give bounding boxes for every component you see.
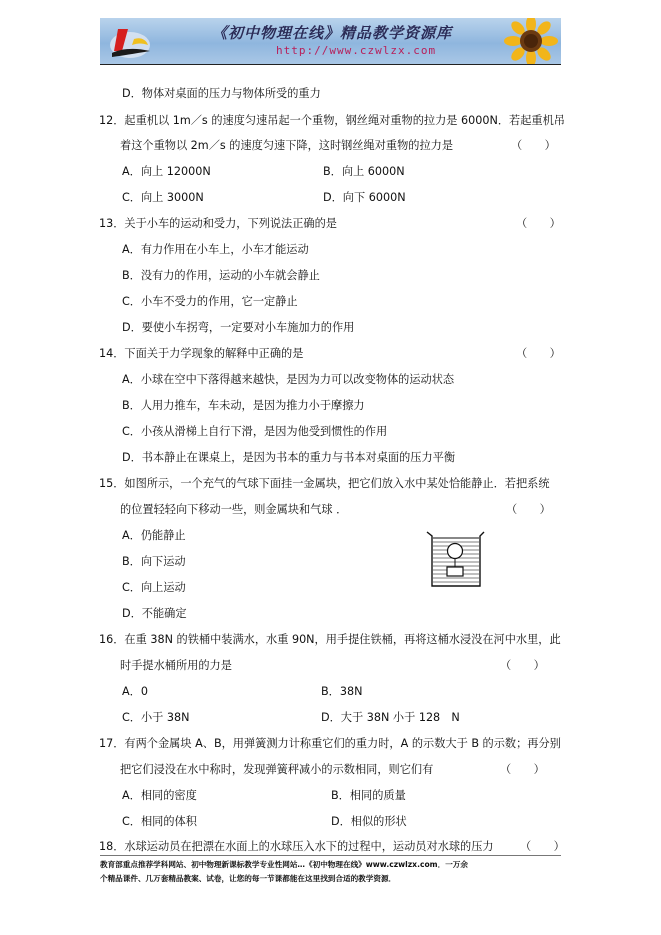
q15-option-a: A．仍能静止 xyxy=(122,529,186,542)
q18-stem: 18．水球运动员在把漂在水面上的水球压入水下的过程中，运动员对水球的压力 xyxy=(99,840,494,853)
q12-option-d: D．向下 6000N xyxy=(323,191,406,204)
footer-line2: 个精品课件、几万套精品教案、试卷，让您的每一节课都能在这里找到合适的教学资源． xyxy=(100,874,397,883)
q12-option-a: A．向上 12000N xyxy=(122,165,211,178)
sunflower-icon xyxy=(501,18,561,64)
q16-option-b: B．38N xyxy=(321,685,363,698)
q16-option-c: C．小于 38N xyxy=(122,711,190,724)
q15-answer-paren: （ ） xyxy=(506,503,551,516)
q13-option-d: D．要使小车拐弯，一定要对小车施加力的作用 xyxy=(122,321,355,334)
q12-stem-line1: 12．起重机以 1m／s 的速度匀速吊起一个重物，钢丝绳对重物的拉力是 6000N．若起重机吊 xyxy=(99,114,565,127)
q14-option-d: D．书本静止在课桌上，是因为书本的重力与书本对桌面的压力平衡 xyxy=(122,451,456,464)
q12-stem-line2: 着这个重物以 2m／s 的速度匀速下降，这时钢丝绳对重物的拉力是 xyxy=(120,139,454,152)
q16-answer-paren: （ ） xyxy=(500,659,545,672)
header-banner xyxy=(100,18,561,65)
q15-stem-line1: 15．如图所示，一个充气的气球下面挂一金属块，把它们放入水中某处恰能静止．若把系统 xyxy=(99,477,550,490)
q17-option-a: A．相同的密度 xyxy=(122,789,197,802)
q17-option-d: D．相似的形状 xyxy=(331,815,407,828)
q11-option-d: D．物体对桌面的压力与物体所受的重力 xyxy=(122,87,321,100)
q17-option-c: C．相同的体积 xyxy=(122,815,197,828)
q16-stem-line1: 16．在重 38N 的铁桶中装满水，水重 90N，用手提住铁桶，再将这桶水浸没在河中水里，此 xyxy=(99,633,561,646)
q16-option-d: D．大于 38N 小于 128 N xyxy=(321,711,460,724)
q17-option-b: B．相同的质量 xyxy=(331,789,406,802)
q15-option-b: B．向下运动 xyxy=(122,555,186,568)
banner-title: 《初中物理在线》精品教学资源库 xyxy=(212,24,453,42)
q16-stem-line2: 时手提水桶所用的力是 xyxy=(120,659,232,672)
q13-stem: 13．关于小车的运动和受力，下列说法正确的是 xyxy=(99,217,337,230)
footer-rule xyxy=(100,855,561,856)
q13-option-c: C．小车不受力的作用，它一定静止 xyxy=(122,295,298,308)
q17-stem-line1: 17．有两个金属块 A、B，用弹簧测力计称重它们的重力时，A 的示数大于 B 的示数；再分别 xyxy=(99,737,561,750)
site-logo-icon xyxy=(104,21,162,63)
q17-stem-line2: 把它们浸没在水中称时，发现弹簧秤减小的示数相同，则它们有 xyxy=(120,763,434,776)
q14-option-a: A．小球在空中下落得越来越快，是因为力可以改变物体的运动状态 xyxy=(122,373,455,386)
q14-option-b: B．人用力推车，车未动，是因为推力小于摩擦力 xyxy=(122,399,365,412)
q12-option-b: B．向上 6000N xyxy=(323,165,405,178)
q15-option-c: C．向上运动 xyxy=(122,581,186,594)
q14-stem: 14．下面关于力学现象的解释中正确的是 xyxy=(99,347,304,360)
q14-answer-paren: （ ） xyxy=(516,347,561,360)
q18-answer-paren: （ ） xyxy=(520,840,565,853)
footer-line1: 教育部重点推荐学科网站、初中物理新课标教学专业性网站…《初中物理在线》www.czwlzx.com．一万余 xyxy=(100,860,468,869)
beaker-figure-icon xyxy=(424,530,486,588)
q15-stem-line2: 的位置轻轻向下移动一些，则金属块和气球 ． xyxy=(120,503,348,516)
q12-option-c: C．向上 3000N xyxy=(122,191,204,204)
q13-option-a: A．有力作用在小车上，小车才能运动 xyxy=(122,243,309,256)
q17-answer-paren: （ ） xyxy=(500,763,545,776)
header-rule xyxy=(100,64,561,65)
q14-option-c: C．小孩从滑梯上自行下滑，是因为他受到惯性的作用 xyxy=(122,425,388,438)
q13-answer-paren: （ ） xyxy=(516,217,561,230)
q12-answer-paren: （ ） xyxy=(511,139,556,152)
banner-url[interactable]: http://www.czwlzx.com xyxy=(276,44,437,57)
q13-option-b: B．没有力的作用，运动的小车就会静止 xyxy=(122,269,320,282)
q15-option-d: D．不能确定 xyxy=(122,607,187,620)
q16-option-a: A．0 xyxy=(122,685,148,698)
